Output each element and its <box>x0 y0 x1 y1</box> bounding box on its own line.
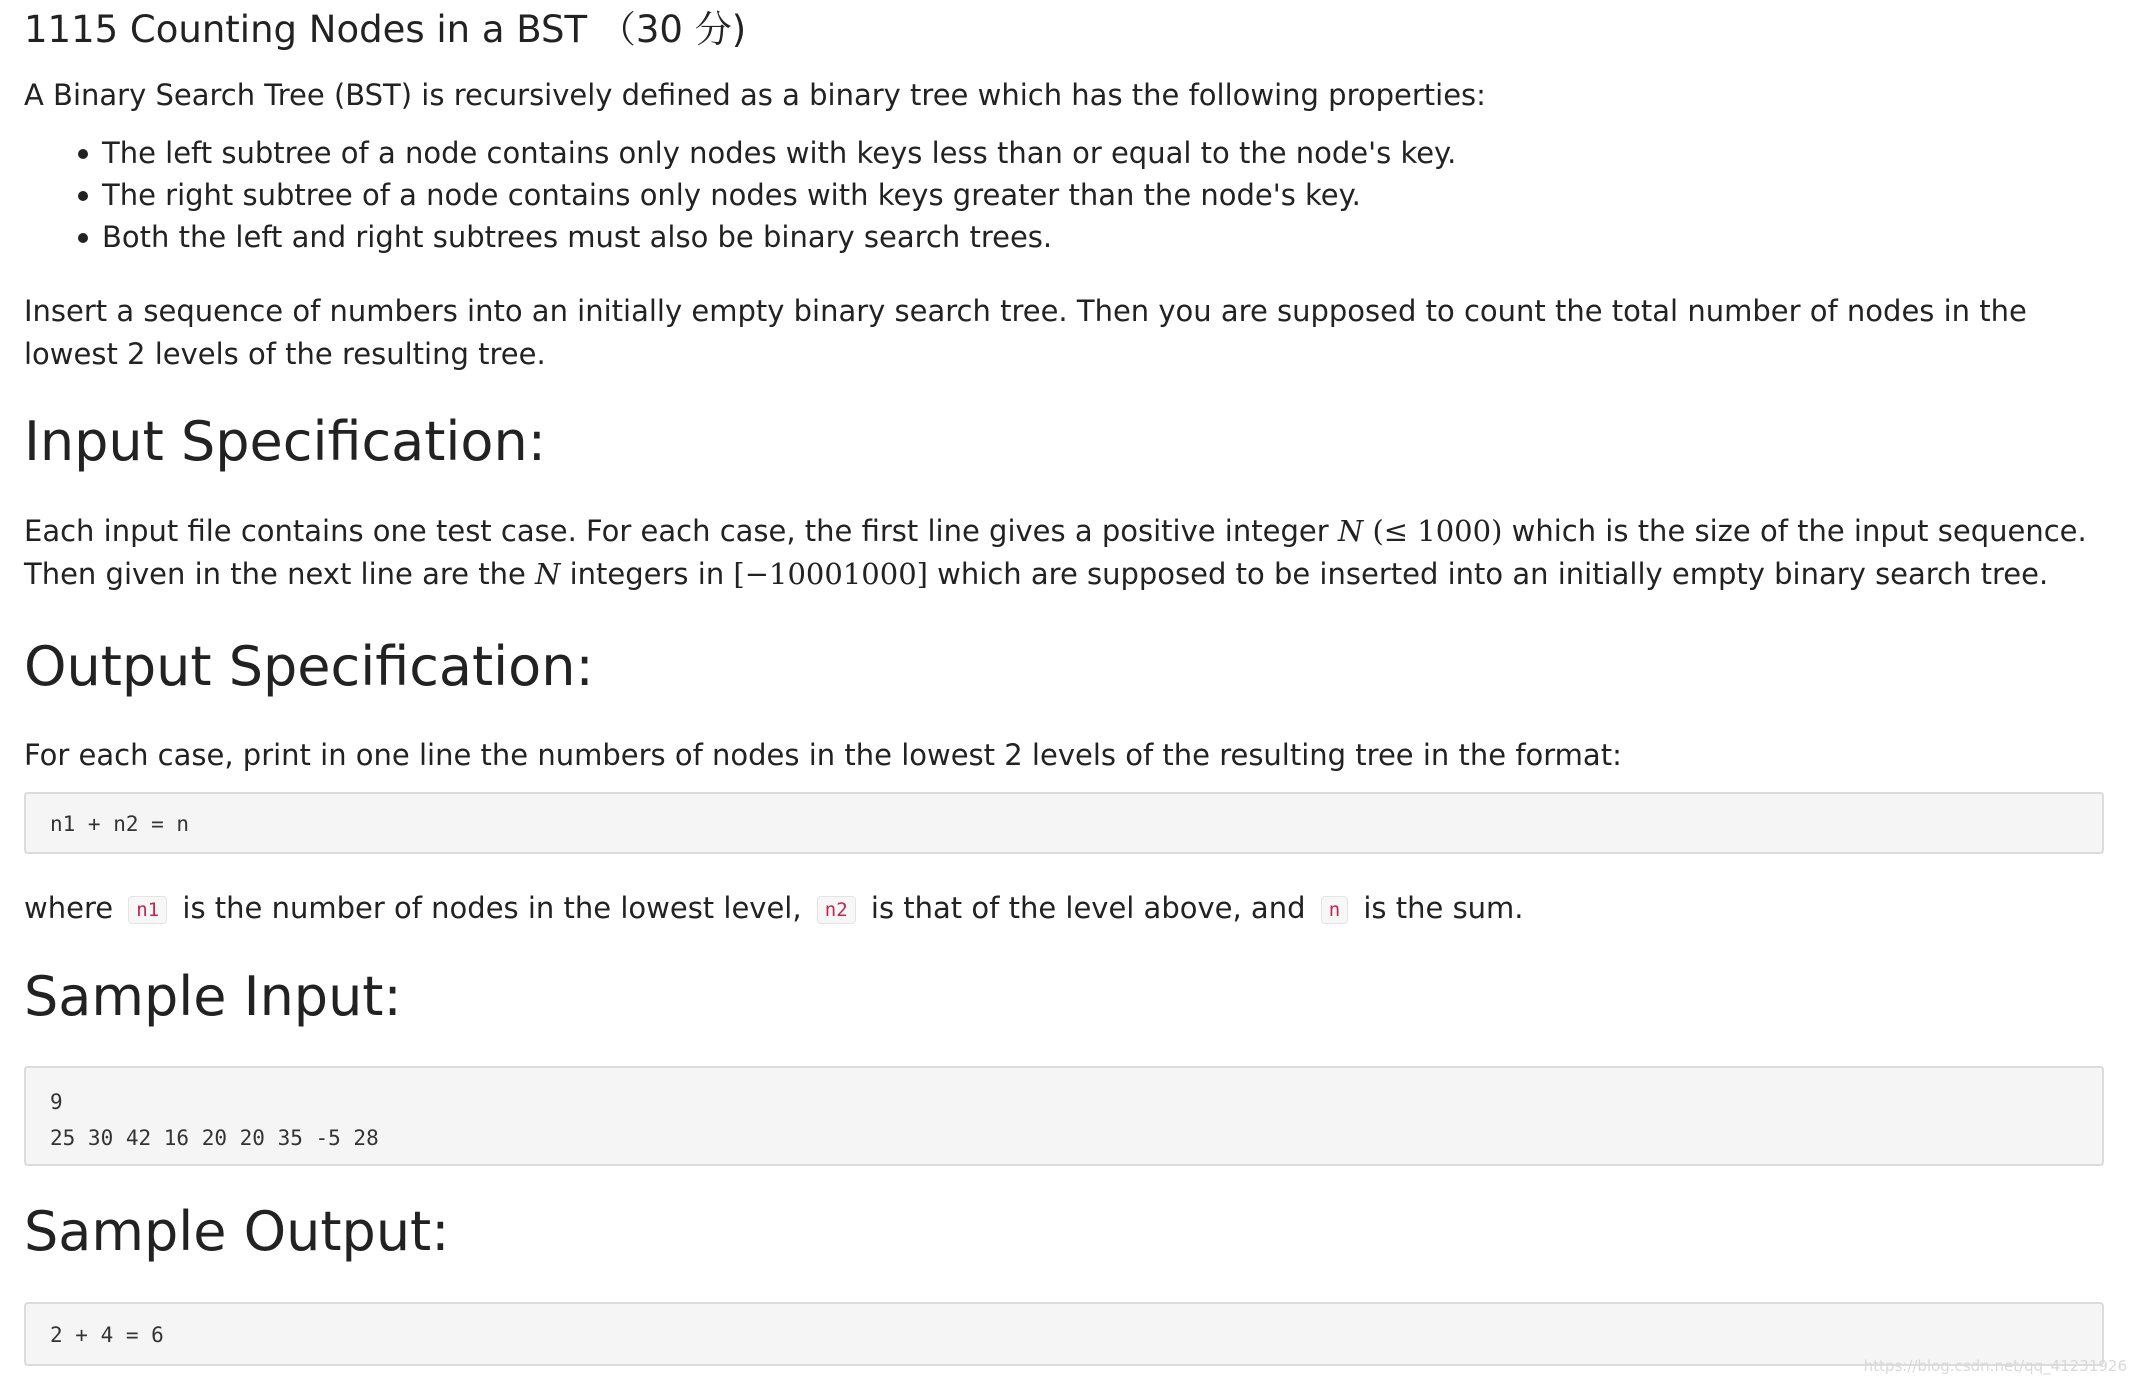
sample-input-line: 25 30 42 16 20 20 35 -5 28 <box>50 1126 379 1150</box>
properties-list <box>24 132 1456 258</box>
math-var-n: N <box>1337 514 1364 548</box>
sample-input-heading: Sample Input: <box>24 965 402 1028</box>
input-spec-text: Each input file contains one test case. For each case, the first line gives a positive integer N (≤ 1000) which is the size of the input sequence. Then given in the next line are the N integers in [−10001000] which are supposed to be inserted into an initially empty binary search tree. <box>24 514 2087 591</box>
inline-code-n2: n2 <box>817 896 856 924</box>
problem-title: 1115 Counting Nodes in a BST （30 分) <box>24 8 747 51</box>
inline-code-n1: n1 <box>128 896 167 924</box>
inline-code-n: n <box>1321 896 1348 924</box>
sample-input-block <box>24 1066 2104 1166</box>
math-constraint: (≤ 1000) <box>1372 514 1503 548</box>
input-spec-heading: Input Specification: <box>24 410 546 473</box>
math-range: [−10001000] <box>733 557 928 591</box>
list-item: Both the left and right subtrees must also be binary search trees. <box>24 216 1456 258</box>
sample-input-line: 9 <box>50 1090 63 1114</box>
list-item: The left subtree of a node contains only nodes with keys less than or equal to the node's key. <box>24 132 1456 174</box>
output-spec-heading: Output Specification: <box>24 635 594 698</box>
sample-output-line: 2 + 4 = 6 <box>50 1323 164 1347</box>
where-text: where n1 is the number of nodes in the lowest level, n2 is that of the level above, and n is the sum. <box>24 891 1524 925</box>
list-item: The right subtree of a node contains only nodes with keys greater than the node's key. <box>24 174 1456 216</box>
sample-output-block <box>24 1302 2104 1366</box>
task-text: Insert a sequence of numbers into an initially empty binary search tree. Then you are supposed to count the total number of nodes in the lowest 2 levels of the resulting tree. <box>24 294 2027 371</box>
intro-text: A Binary Search Tree (BST) is recursively defined as a binary tree which has the following properties: <box>24 78 1486 112</box>
math-var-n: N <box>535 557 561 591</box>
output-spec-text: For each case, print in one line the numbers of nodes in the lowest 2 levels of the resulting tree in the format: <box>24 738 1622 772</box>
sample-output-heading: Sample Output: <box>24 1200 450 1263</box>
watermark: https://blog.csdn.net/qq_41231926 <box>1863 1357 2127 1375</box>
format-code: n1 + n2 = n <box>50 812 190 836</box>
format-code-block <box>24 792 2104 854</box>
